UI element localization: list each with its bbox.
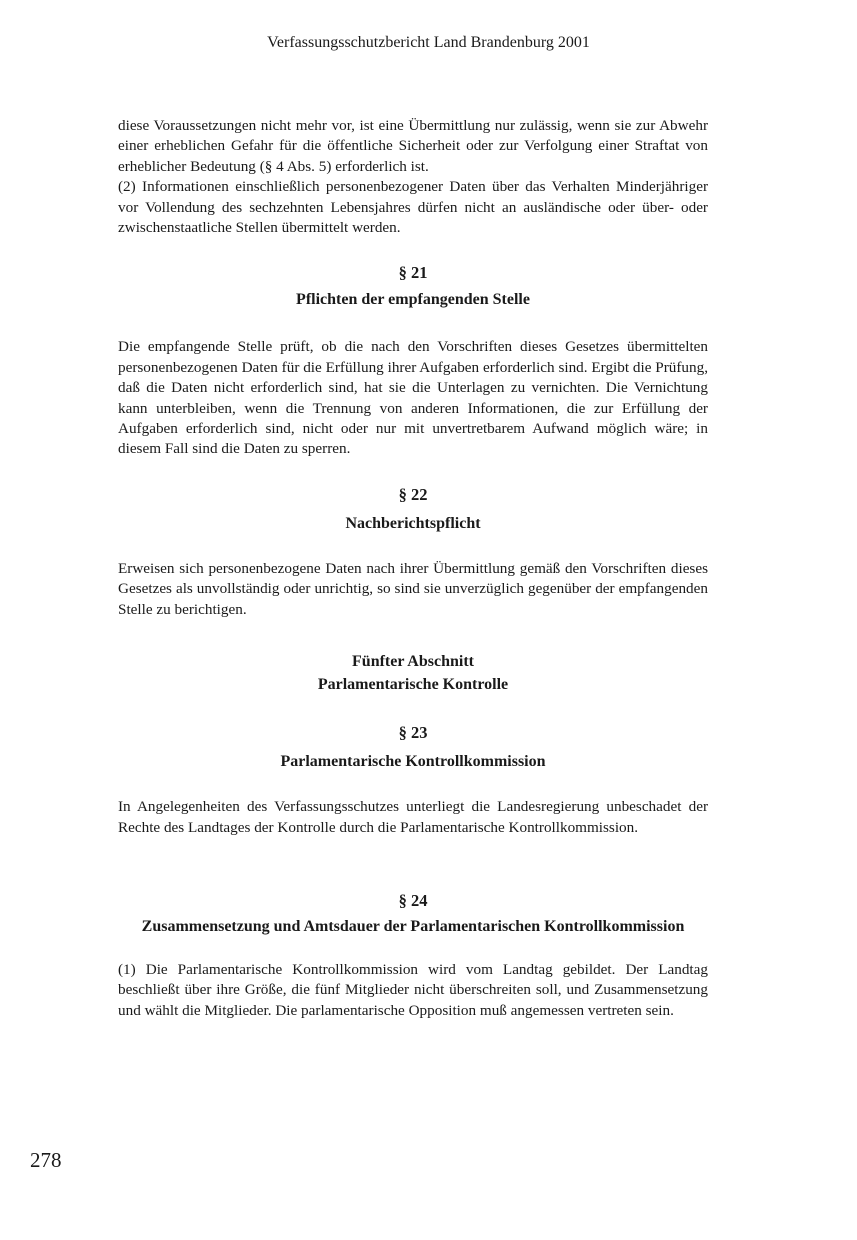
section-22-number: § 22: [398, 484, 428, 504]
section-21-text: Die empfangende Stelle prüft, ob die nach den Vorschriften dieses Gesetzes übermittelten personenbezogenen Daten für die Erfüllung ihrer Aufgaben erforderlich sind. Ergibt die Prüfung, daß die Daten nicht erforderlich sind, hat sie die Unterlagen zu vernichten. Die Vernichtung kann unterbleiben, wenn die Trennung von anderen Informationen, die zur Erfüllung der Aufgaben erforderlich sind, nicht oder nur mit unvertretbarem Aufwand möglich wäre; in diesem Fall sind die Daten zu sperren.: [118, 338, 708, 458]
section-23-title: Parlamentarische Kontrollkommission: [280, 753, 546, 771]
intro-paragraph-2: (2) Informationen einschließlich personenbezogener Daten über das Verhalten Minderjähriger vor Vollendung des sechzehnten Lebensjahres dürfen nicht an ausländische oder über- oder zwischenstaatliche Stellen übermittelt werden.: [118, 178, 708, 237]
page-content: [118, 116, 708, 1021]
section-24-title: Zusammensetzung und Amtsdauer der Parlamentarischen Kontrollkommission: [141, 917, 685, 935]
section-24-text: (1) Die Parlamentarische Kontrollkommission wird vom Landtag gebildet. Der Landtag beschließt über ihre Größe, die fünf Mitglieder nicht überschreiten soll, und Zusammensetzung und wählt die Mitglieder. Die parlamentarische Opposition muß angemessen vertreten sein.: [118, 960, 708, 1019]
section-23-number: § 23: [398, 723, 428, 743]
section-22-title: Nachberichtspflicht: [345, 514, 481, 532]
section-22-text: Erweisen sich personenbezogene Daten nach ihrer Übermittlung gemäß den Vorschriften dieses Gesetzes als unvollständig oder unrichtig, so sind sie unverzüglich gegenüber der empfangenden Stelle zu berichtigen.: [118, 559, 708, 618]
chapter-label: Fünfter Abschnitt: [352, 653, 474, 671]
section-21-title: Pflichten der empfangenden Stelle: [296, 291, 530, 309]
section-21-number: § 21: [398, 263, 428, 283]
section-23-text: In Angelegenheiten des Verfassungsschutzes unterliegt die Landesregierung unbeschadet der Rechte des Landtages der Kontrolle durch die Parlamentarische Kontrollkommission.: [118, 798, 708, 836]
intro-paragraph-1: diese Voraussetzungen nicht mehr vor, ist eine Übermittlung nur zulässig, wenn sie zur Abwehr einer erheblichen Gefahr für die öffentliche Sicherheit oder zur Verfolgung einer Straftat von erheblicher Bedeutung (§ 4 Abs. 5) erforderlich ist.: [118, 117, 708, 175]
chapter-title: Parlamentarische Kontrolle: [317, 676, 509, 694]
running-header: Verfassungsschutzbericht Land Brandenburg 2001: [267, 34, 590, 51]
section-24-number: § 24: [398, 890, 428, 910]
page-number: 278: [30, 1148, 62, 1172]
chapter-heading: [118, 650, 708, 696]
